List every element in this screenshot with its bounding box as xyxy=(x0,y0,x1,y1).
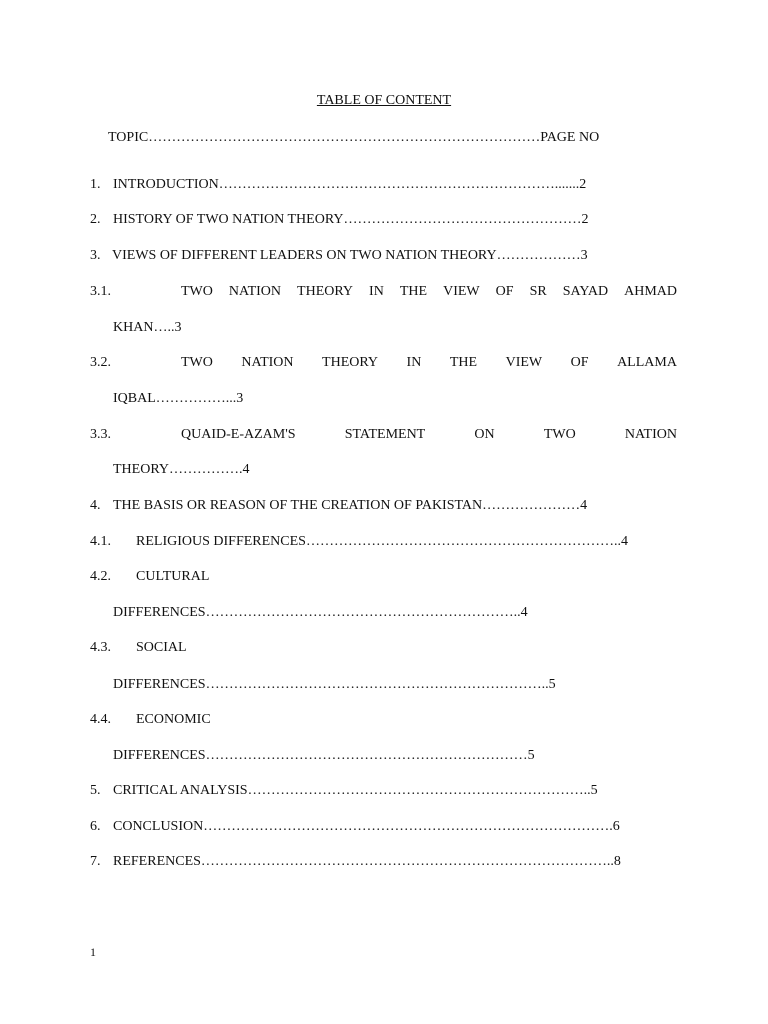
toc-title: TABLE OF CONTENT xyxy=(316,93,452,108)
entry-word: STATEMENT xyxy=(344,427,426,442)
toc-entry-3-1-text xyxy=(181,283,677,301)
entry-word: NATION xyxy=(624,427,677,442)
toc-entry-2 xyxy=(90,211,589,229)
page-number: 1 xyxy=(90,945,96,959)
entry-text: ECONOMIC xyxy=(136,712,211,727)
toc-entry-5 xyxy=(90,782,598,800)
entry-word: THE xyxy=(449,355,478,370)
entry-number: 3. xyxy=(90,248,101,263)
toc-entry-4 xyxy=(90,497,587,515)
entry-word: NATION xyxy=(241,355,294,370)
toc-entry-3-1-number: 3.1. xyxy=(90,284,111,299)
toc-entry-3-2-continuation: IQBAL……………...3 xyxy=(113,391,244,406)
entry-word: ALLAMA xyxy=(617,355,677,370)
toc-entry-4-4 xyxy=(90,711,211,729)
entry-text: INTRODUCTION……………………………………………………………….......2 xyxy=(113,177,587,192)
entry-word: IN xyxy=(406,355,422,370)
toc-entry-1 xyxy=(90,176,586,194)
toc-entry-3-3-text xyxy=(181,426,677,444)
entry-word: OF xyxy=(570,355,589,370)
toc-entry-4-3-continuation: DIFFERENCES………………………………………………………………..5 xyxy=(113,677,556,692)
entry-number: 4.4. xyxy=(90,712,111,727)
toc-entry-3 xyxy=(90,247,588,265)
entry-word: THEORY xyxy=(322,355,379,370)
entry-text: CRITICAL ANALYSIS………………………………………………………………..5 xyxy=(113,783,598,798)
entry-text: CONCLUSION…………………………………………………………………………….6 xyxy=(113,819,620,834)
toc-entry-3-3-continuation: THEORY…………….4 xyxy=(113,462,250,477)
entry-text: RELIGIOUS DIFFERENCES…………………………………………………………..4 xyxy=(136,534,628,549)
toc-entry-3-2-text xyxy=(181,354,677,372)
entry-number: 7. xyxy=(90,854,101,869)
toc-entry-6 xyxy=(90,818,620,836)
entry-word: THEORY xyxy=(297,284,354,299)
entry-number: 2. xyxy=(90,212,101,227)
entry-word: NATION xyxy=(228,284,282,299)
entry-number: 4.1. xyxy=(90,534,111,549)
toc-entry-4-2-continuation: DIFFERENCES…………………………………………………………..4 xyxy=(113,605,528,620)
entry-text: THE BASIS OR REASON OF THE CREATION OF PAKISTAN…………………4 xyxy=(113,498,588,513)
entry-word: TWO xyxy=(543,427,576,442)
entry-number: 4.2. xyxy=(90,569,111,584)
entry-word: AHMAD xyxy=(624,284,677,299)
entry-text: HISTORY OF TWO NATION THEORY……………………………………………2 xyxy=(113,212,589,227)
entry-word: VIEW xyxy=(443,284,480,299)
entry-text: REFERENCES……………………………………………………………………………..8 xyxy=(113,854,621,869)
entry-number: 4.3. xyxy=(90,640,111,655)
entry-number: 6. xyxy=(90,819,101,834)
toc-entry-4-1 xyxy=(90,533,628,551)
entry-text: SOCIAL xyxy=(136,640,187,655)
toc-entry-4-2 xyxy=(90,568,209,586)
entry-text: VIEWS OF DIFFERENT LEADERS ON TWO NATION THEORY………………3 xyxy=(112,248,588,263)
toc-entry-3-1-continuation: KHAN…..3 xyxy=(113,320,182,335)
entry-word: TWO xyxy=(181,284,213,299)
entry-word: SR xyxy=(529,284,547,299)
entry-word: ON xyxy=(474,427,495,442)
entry-word: OF xyxy=(495,284,514,299)
entry-text: CULTURAL xyxy=(136,569,210,584)
toc-entry-4-3 xyxy=(90,639,187,657)
entry-word: VIEW xyxy=(505,355,543,370)
entry-word: QUAID-E-AZAM'S xyxy=(181,427,296,442)
entry-number: 5. xyxy=(90,783,101,798)
entry-word: THE xyxy=(399,284,428,299)
toc-entry-7 xyxy=(90,853,621,871)
toc-header-row: TOPIC…………………………………………………………………………PAGE NO xyxy=(108,130,600,145)
entry-word: SAYAD xyxy=(562,284,609,299)
entry-word: TWO xyxy=(181,355,213,370)
entry-word: IN xyxy=(369,284,384,299)
toc-entry-3-2-number: 3.2. xyxy=(90,355,111,370)
entry-number: 4. xyxy=(90,498,101,513)
toc-entry-4-4-continuation: DIFFERENCES……………………………………………………………5 xyxy=(113,748,535,763)
entry-number: 1. xyxy=(90,177,101,192)
toc-entry-3-3-number: 3.3. xyxy=(90,427,111,442)
